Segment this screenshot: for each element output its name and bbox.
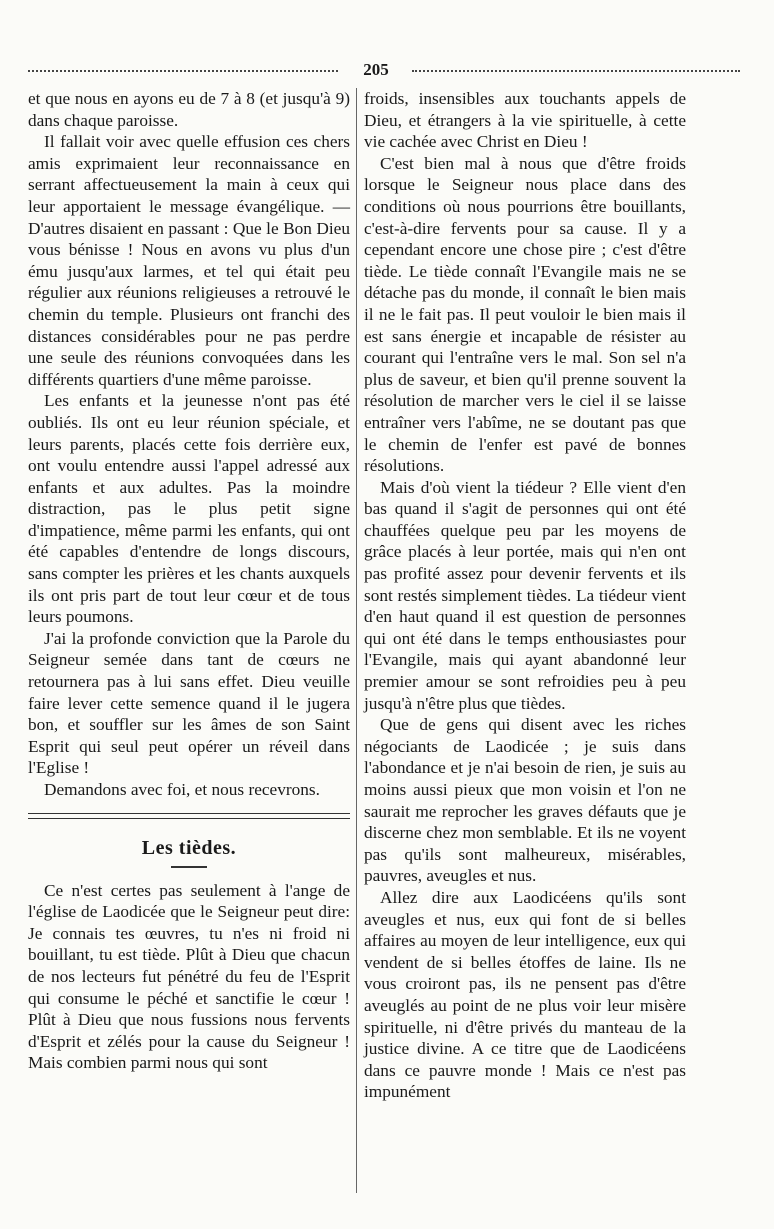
- paragraph: Les enfants et la jeunesse n'ont pas été oubliés. Ils ont eu leur réunion spéciale, et leurs parents, placés cette fois derrière eux, ont voulu entendre aussi l'appel adressé aux enfants et aux adultes. Pas la moindre distraction, pas le plus petit signe d'impatience, même parmi les enfants, qui ont été capables d'entendre de longs discours, sans compter les prières et les chants auxquels ils ont pris part de tout leur cœur et de tous leurs poumons.: [28, 391, 350, 627]
- title-underline: [171, 866, 207, 868]
- header-rule-left: [28, 70, 338, 72]
- page-header: [28, 60, 740, 82]
- paragraph: Mais d'où vient la tiédeur ? Elle vient d'en bas quand il s'agit de personnes qui ont été chauffées quelque peu par les moyens de grâce placés à leur portée, mais qui n'en ont pas profité assez pour devenir fervents et ils sont restés simplement tièdes. La tiédeur vient d'en haut quand il est question de personnes qui ont été dans le temps enthousiastes pour l'Evangile, mais qui ayant abandonné leur premier amour se sont refroidies peu à peu jusqu'à n'être plus que tièdes.: [364, 477, 686, 713]
- paragraph: Il fallait voir avec quelle effusion ces chers amis exprimaient leur reconnaissance en serrant affectueusement la main à ceux qui leur apportaient le message évangélique. — D'autres disaient en passant : Que le Bon Dieu vous bénisse ! Nous en avons vu plus d'un ému jusqu'aux larmes, et tel qui était peu régulier aux réunions religieuses a retrouvé le chemin du temple. Plusieurs ont franchi des distances considérables pour ne pas perdre une seule des réunions convoquées dans les différents quartiers d'une même paroisse.: [28, 132, 350, 389]
- paragraph: J'ai la profonde conviction que la Parole du Seigneur semée dans tant de cœurs ne retournera pas à lui sans effet. Dieu veuille faire lever cette semence quand il le jugera bon, et souffler sur les âmes de son Saint Esprit qui seul peut opérer un réveil dans l'Eglise !: [28, 628, 350, 778]
- paragraph: Demandons avec foi, et nous recevrons.: [44, 780, 320, 799]
- section-separator: [28, 813, 350, 819]
- paragraph: Allez dire aux Laodicéens qu'ils sont aveugles et nus, eux qui font de si belles affaires au moyen de leur intelligence, eux qui vendent de si belles étoffes de laine. Ils ne vous croiront pas, ils ne pensent pas d'être aveuglés au point de ne plus voir leur misère spirituelle, ni d'être privés du manteau de la justice divine. A ce titre que de Laodicéens dans ce pauvre monde ! Mais ce n'est pas impunément: [364, 887, 686, 1102]
- paragraph: Que de gens qui disent avec les riches négociants de Laodicée ; je suis dans l'abondance et je n'ai besoin de rien, je suis au moins aussi pieux que mon voisin et l'on ne saurait me reprocher les graves défauts que je discerne chez mon semblable. Et ils ne voyent pas qu'ils sont malheureux, misérables, pauvres, aveugles et nus.: [364, 715, 686, 886]
- paragraph: Ce n'est certes pas seulement à l'ange de l'église de Laodicée que le Seigneur peut dire: Je connais tes œuvres, tu n'es ni froid ni bouillant, tu est tiède. Plût à Dieu que chacun de nos lecteurs fut pénétré du feu de l'Esprit qui consume le péché et sanctifie le cœur ! Plût à Dieu que nous fussions nous fervents d'Esprit et zélés pour la cause du Seigneur ! Mais combien parmi nous qui sont: [28, 880, 350, 1073]
- section-title: Les tièdes.: [141, 836, 237, 859]
- column-divider: [356, 88, 357, 1193]
- header-rule-right: [412, 70, 740, 72]
- paragraph: C'est bien mal à nous que d'être froids lorsque le Seigneur nous place dans des conditions où nous pourrions être bouillants, c'est-à-dire fervents pour sa cause. Il y a cependant encore une chose pire ; c'est d'être tiède. Le tiède connaît l'Evangile mais ne se détache pas du monde, il connaît le bien mais il ne le fait pas. Il peut vouloir le bien mais il est sans énergie et incapable de résister au courant qui l'entraîne vers le mal. Son sel n'a plus de saveur, et bien qu'il prenne souvent la résolution de marcher vers le ciel il se laisse entraîner vers l'abîme, ne se doutant pas que le chemin de l'enfer est pavé de bonnes résolutions.: [364, 153, 686, 476]
- left-column: [28, 88, 350, 1189]
- right-column: [364, 88, 686, 1189]
- paragraph: froids, insensibles aux touchants appels de Dieu, et étrangers à la vie spirituelle, à cette vie cachée avec Christ en Dieu !: [364, 89, 686, 152]
- page-number: 205: [363, 60, 389, 79]
- paragraph: et que nous en ayons eu de 7 à 8 (et jusqu'à 9) dans chaque paroisse.: [28, 89, 350, 130]
